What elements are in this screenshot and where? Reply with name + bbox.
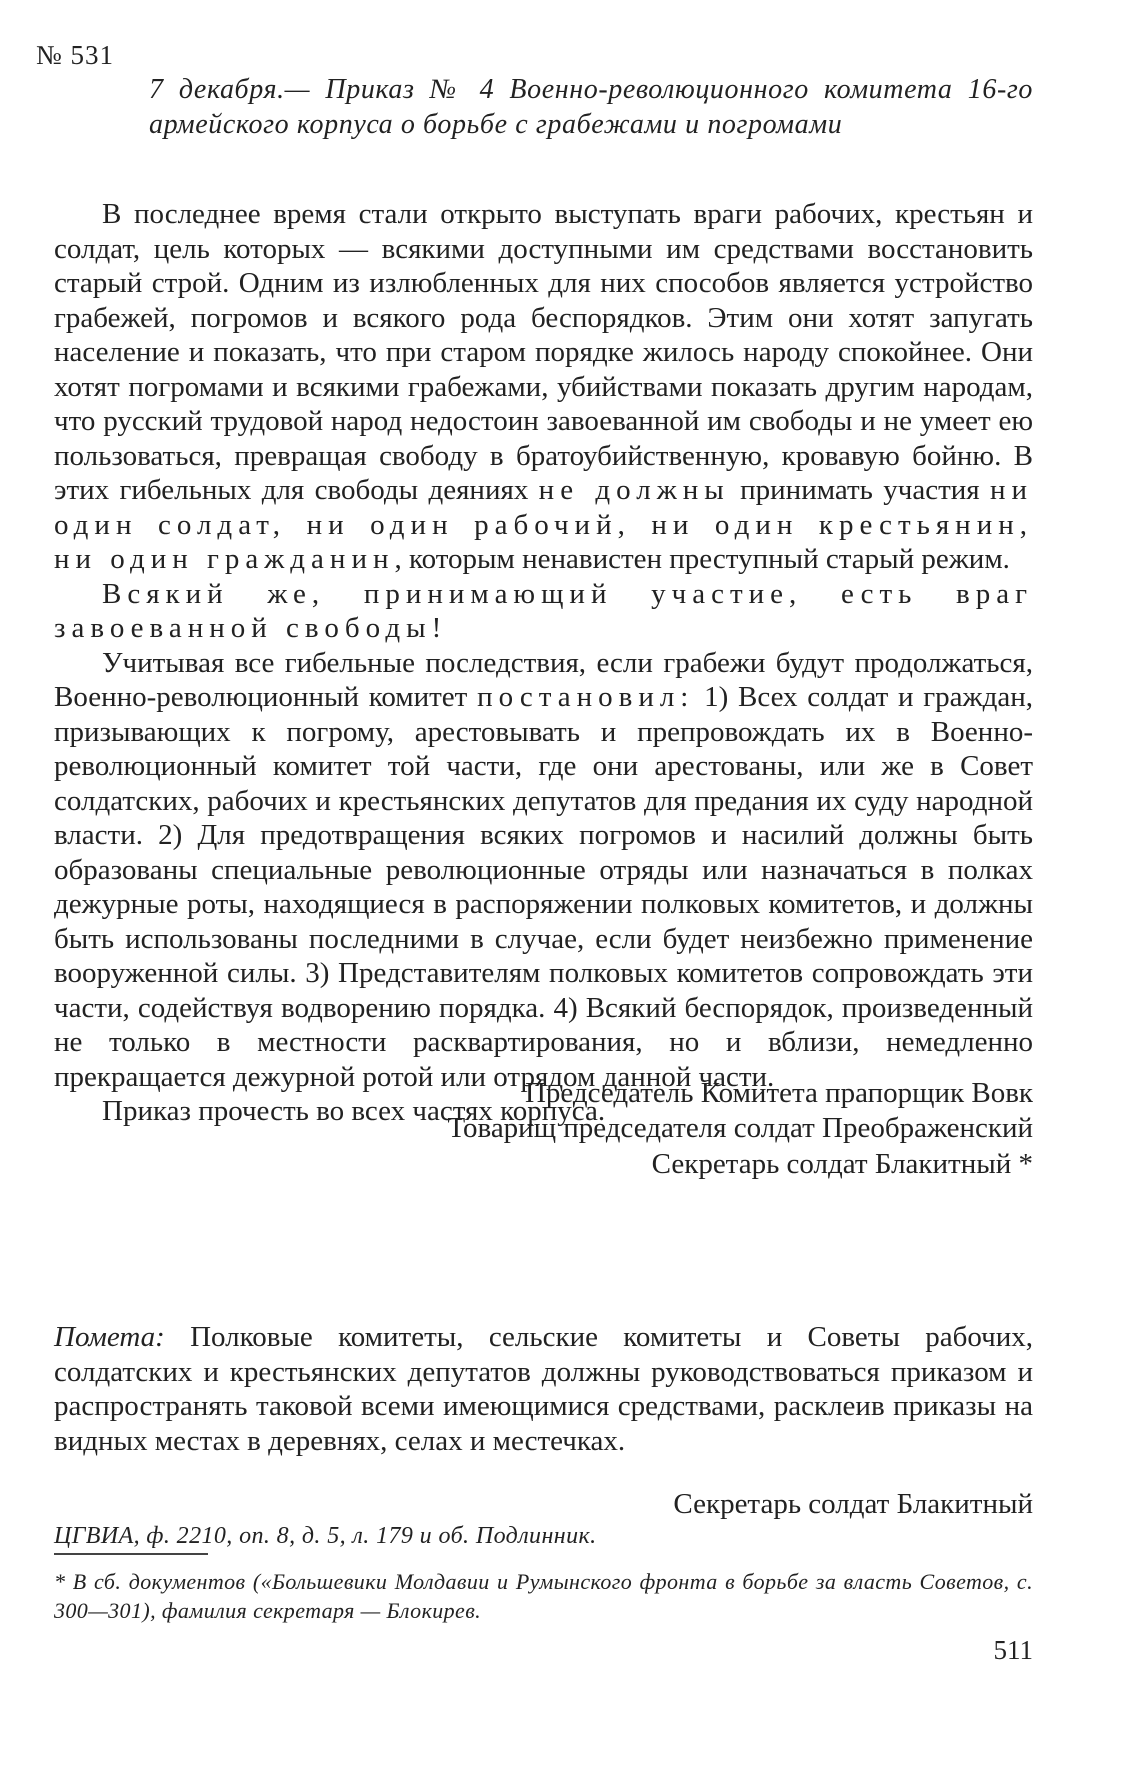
body-text: В последнее время стали открыто выступать враги рабочих, крестьян и солдат, цель которых — всякими доступными им средствами восстановить старый строй. Одним из излюбленных для них способов является устройство грабежей, погромов и всякого рода беспорядков. Этим они хотят запугать население и показать, что при старом порядке жилось народу спокойнее. Они хотят погромами и всякими грабежами, убийствами показать другим народам, что русский трудовой народ недостоин завоеванной им свободы и не умеет ею пользоваться, превращая свободу в братоубийственную, кровавую бойню. В этих гибельных для свободы деяниях — [54, 198, 1033, 506]
document-heading: 7 декабря.— Приказ № 4 Военно-революционного комитета 16-го армейского корпуса о борьбе с грабежами и погромами — [149, 74, 1033, 140]
mark-paragraph — [54, 1320, 1033, 1458]
signature-deputy: Товарищ председателя солдат Преображенский — [447, 1112, 1033, 1144]
spaced-emphasis: ни один солдат, ни один рабочий, ни один крестьянин, ни один гражданин — [54, 474, 1033, 575]
mark-label: Помета: — [54, 1321, 165, 1353]
footnote: * В сб. документов («Большевики Молдавии и Румынского фронта в борьбе за власть Советов, с. 300—301), фамилия секретаря — Блокирев. — [54, 1569, 1033, 1623]
body-text: принимать участия — [729, 474, 990, 506]
body-paragraph-2 — [54, 577, 1033, 646]
footnote-divider — [54, 1553, 208, 1555]
spaced-emphasis: не должны — [538, 474, 730, 506]
spaced-emphasis: Всякий же, принимающий участие, есть враг завоеванной свободы! — [54, 577, 1033, 644]
body-text: Учитывая все гибельные последствия, если грабежи будут продолжаться, Военно-революционный комитет — [54, 646, 1033, 713]
body-paragraph-4: Приказ прочесть во всех частях корпуса. — [102, 1095, 606, 1127]
spaced-emphasis: постановил: — [477, 681, 695, 713]
body-text: 1) Всех солдат и граждан, призывающих к погрому, арестовывать и препровождать их в Военно-революционный комитет той части, где они арестованы, или же в Совет солдатских, рабочих и крестьянских депутатов для предания их суду народной власти. 2) Для предотвращения всяких погромов и насилий должны быть образованы специальные революционные отряды или назначаться в полках дежурные роты, находящиеся в распоряжении полковых комитетов, и должны быть использованы последними в случае, если будет неизбежно применение вооруженной силы. 3) Представителям полковых комитетов сопровождать эти части, содействуя водворению порядка. 4) Всякий беспорядок, произведенный не только в местности расквартирования, но и вблизи, немедленно прекращается дежурной ротой или отрядом данной части. — [54, 681, 1033, 1093]
body-text: , которым ненавистен преступный старый режим. — [394, 543, 1010, 575]
body-paragraph-1 — [54, 197, 1033, 577]
document-number: № 531 — [36, 40, 115, 70]
body-paragraph-3 — [54, 646, 1033, 1095]
document-body — [54, 197, 1033, 1129]
mark-signature: Секретарь солдат Блакитный — [673, 1488, 1033, 1520]
page-number: 511 — [993, 1635, 1033, 1665]
signature-chairman: Председатель Комитета прапорщик Вовк — [524, 1077, 1033, 1109]
archive-source: ЦГВИА, ф. 2210, оп. 8, д. 5, л. 179 и об. Подлинник. — [54, 1523, 597, 1549]
mark-text: Полковые комитеты, сельские комитеты и Советы рабочих, солдатских и крестьянских депутатов должны руководствоваться приказом и распространять таковой всеми имеющимися средствами, расклеив приказы на видных местах в деревнях, селах и местечках. — [54, 1321, 1033, 1457]
signature-secretary: Секретарь солдат Блакитный * — [651, 1148, 1033, 1180]
